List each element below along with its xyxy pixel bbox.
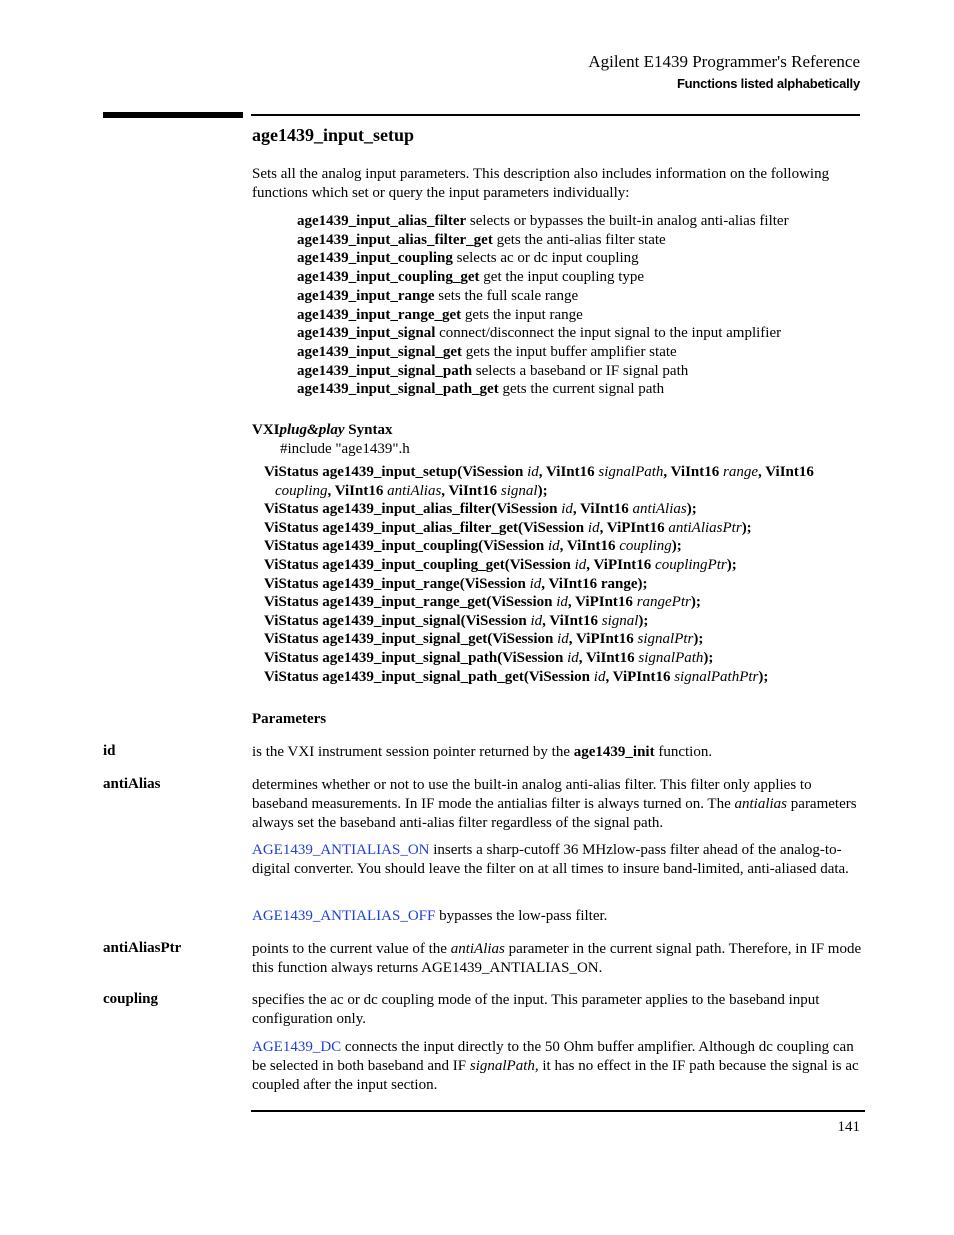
syntax-param: range (723, 464, 759, 480)
syntax-line (264, 500, 864, 519)
related-function-name: age1439_input_alias_filter_get (297, 231, 493, 248)
related-function-desc: gets the input range (464, 306, 583, 323)
syntax-code: ViStatus age1439_input_signal_get(ViSession (264, 631, 558, 648)
syntax-code: , ViPInt16 (567, 594, 637, 611)
related-function-desc: get the input coupling type (483, 269, 645, 286)
header-rule (251, 114, 860, 116)
syntax-param: id (567, 649, 579, 666)
syntax-param: id (527, 464, 539, 480)
syntax-code: ); (703, 649, 714, 666)
syntax-heading-label: Syntax (348, 422, 393, 438)
coupling-dc-text: connects the input directly to the 50 Ohm buffer amplifier. Although dc coupling can be selected in both baseband and IF (252, 1039, 854, 1074)
syntax-code: ViStatus age1439_input_signal_path(ViSession (264, 649, 568, 666)
related-function-name: age1439_input_range (297, 287, 435, 304)
antialias-on-link[interactable]: AGE1439_ANTIALIAS_ON (252, 842, 430, 858)
coupling-dc-italic: signalPath (469, 1058, 535, 1074)
syntax-line (264, 556, 864, 575)
syntax-line (264, 668, 864, 687)
page-number: 141 (837, 1119, 860, 1135)
syntax-code: , ViInt16 (758, 464, 814, 480)
syntax-heading (252, 422, 392, 439)
syntax-code: , ViInt16 (663, 464, 724, 480)
related-function-name: age1439_input_signal_path_get (297, 381, 499, 398)
related-function-name: age1439_input_signal (297, 325, 436, 342)
antialiasptr-text-end: parameter in the current signal path. Therefore, in IF mode this function always returns AGE1439_ANTIALIAS_ON. (252, 941, 862, 976)
syntax-param: signal (601, 612, 639, 629)
syntax-code: ); (671, 538, 682, 555)
syntax-code: ); (638, 612, 649, 629)
syntax-code: , ViInt16 range); (541, 575, 648, 592)
related-function-desc: selects ac or dc input coupling (456, 250, 639, 267)
syntax-param: antiAliasPtr (668, 519, 742, 536)
antialias-off-desc: bypasses the low-pass filter. (435, 908, 608, 924)
related-function-desc: gets the current signal path (502, 381, 665, 398)
syntax-line (264, 482, 864, 501)
syntax-param: id (547, 538, 560, 555)
param-id-function-ref: age1439_init (573, 744, 655, 760)
syntax-param: signalPtr (637, 631, 694, 648)
syntax-param: rangePtr (636, 594, 691, 611)
syntax-code: ViStatus age1439_input_range_get(ViSession (264, 594, 557, 611)
syntax-line (264, 463, 864, 482)
syntax-code: ViStatus age1439_input_setup(ViSession (264, 464, 528, 480)
param-id-text-end: function. (654, 744, 713, 760)
param-desc-coupling: specifies the ac or dc coupling mode of the input. This parameter applies to the baseband input configuration only. (252, 992, 820, 1027)
syntax-param: signalPath (598, 464, 664, 480)
syntax-param: signalPath (638, 649, 704, 666)
related-function-item (297, 249, 857, 268)
related-function-desc: connect/disconnect the input signal to the input amplifier (439, 325, 782, 342)
related-function-item (297, 380, 857, 399)
section-subtitle: Functions listed alphabetically (676, 76, 860, 91)
antialias-italic: antialias (734, 796, 788, 812)
syntax-line (264, 593, 864, 612)
antialiasptr-italic: antiAlias (450, 941, 505, 957)
syntax-line (264, 519, 864, 538)
coupling-dc-text-end: , it has no effect in the IF path because the signal is ac coupled after the input section. (252, 1058, 859, 1093)
syntax-param: coupling (619, 538, 672, 555)
syntax-param: id (574, 556, 587, 573)
syntax-code: ); (726, 556, 737, 573)
syntax-code: , ViInt16 (578, 649, 639, 666)
syntax-param: couplingPtr (655, 556, 727, 573)
related-function-desc: sets the full scale range (438, 287, 579, 304)
syntax-param: antiAlias (387, 482, 442, 499)
syntax-line (264, 612, 864, 631)
syntax-code: , ViPInt16 (586, 556, 656, 573)
syntax-code: ); (741, 519, 752, 536)
related-function-item (297, 362, 857, 381)
syntax-line (264, 630, 864, 649)
syntax-param: id (587, 519, 600, 536)
intro-paragraph: Sets all the analog input parameters. This description also includes information on the following functions which set or query the input parameters individually: (252, 166, 830, 201)
related-function-desc: selects or bypasses the built-in analog anti-alias filter (469, 213, 789, 229)
syntax-prototypes (264, 463, 864, 686)
syntax-param: signal (500, 482, 538, 499)
syntax-param: id (561, 501, 573, 518)
related-function-name: age1439_input_coupling (297, 250, 453, 267)
related-function-item (297, 287, 857, 306)
related-function-item (297, 268, 857, 287)
syntax-param: coupling (275, 482, 328, 499)
related-function-item (297, 306, 857, 325)
related-function-desc: gets the input buffer amplifier state (465, 343, 677, 360)
syntax-code: ViStatus age1439_input_coupling_get(ViSession (264, 556, 575, 573)
include-line: #include "age1439".h (280, 441, 410, 457)
related-function-name: age1439_input_range_get (297, 306, 462, 323)
syntax-code: , ViInt16 (327, 482, 388, 499)
antialias-off-paragraph (252, 907, 862, 926)
syntax-code: ViStatus age1439_input_alias_filter_get(ViSession (264, 519, 588, 536)
syntax-heading-vxi: VXI (252, 422, 280, 438)
related-functions-list (297, 212, 857, 399)
related-function-desc: gets the anti-alias filter state (496, 231, 666, 248)
param-desc-id (252, 743, 862, 762)
syntax-code: ); (758, 668, 769, 685)
syntax-param: id (557, 631, 569, 648)
syntax-param: antiAlias (632, 501, 687, 518)
syntax-param: id (529, 575, 542, 592)
param-desc-antialiasptr (252, 940, 862, 978)
syntax-code: , ViInt16 (538, 464, 599, 480)
syntax-code: ViStatus age1439_input_range(ViSession (264, 575, 530, 592)
syntax-code: , ViPInt16 (605, 668, 675, 685)
syntax-line (264, 537, 864, 556)
syntax-code: , ViPInt16 (599, 519, 669, 536)
param-desc-antialias (252, 776, 862, 833)
related-function-item (297, 212, 857, 231)
parameters-heading: Parameters (252, 711, 327, 727)
syntax-code: , ViInt16 (559, 538, 620, 555)
syntax-code: ViStatus age1439_input_coupling(ViSession (264, 538, 548, 555)
syntax-code: , ViInt16 (441, 482, 501, 499)
antialiasptr-text: points to the current value of the (252, 941, 451, 957)
param-name-antialias: antiAlias (103, 776, 161, 792)
syntax-param: id (593, 668, 606, 685)
syntax-heading-plugplay: plug&play (279, 422, 345, 438)
param-id-text: is the VXI instrument session pointer returned by the (252, 744, 574, 760)
antialias-text: determines whether or not to use the built-in analog anti-alias filter. This filter only applies to baseband measurements. In IF mode the antialias filter is always turned on. The (252, 777, 812, 812)
syntax-param: signalPathPtr (674, 668, 759, 685)
syntax-code: ); (693, 631, 704, 648)
related-function-name: age1439_input_alias_filter (297, 213, 467, 229)
footer-rule (251, 1110, 865, 1112)
syntax-line (264, 575, 864, 594)
coupling-dc-link[interactable]: AGE1439_DC (252, 1039, 342, 1055)
param-name-id: id (103, 743, 116, 759)
header-thick-rule (103, 112, 243, 118)
related-function-name: age1439_input_coupling_get (297, 269, 480, 286)
related-function-item (297, 324, 857, 343)
syntax-code: , ViInt16 (572, 501, 633, 518)
syntax-param: id (556, 594, 568, 611)
syntax-code: , ViPInt16 (568, 631, 638, 648)
syntax-code: , ViInt16 (542, 612, 602, 629)
syntax-code: ); (537, 482, 548, 499)
related-function-name: age1439_input_signal_path (297, 362, 473, 379)
param-name-antialiasptr: antiAliasPtr (103, 940, 182, 956)
syntax-param: id (530, 612, 543, 629)
syntax-code: ViStatus age1439_input_signal_path_get(ViSession (264, 668, 594, 685)
syntax-code: ); (686, 501, 697, 518)
param-name-coupling: coupling (103, 991, 159, 1007)
document-title: Agilent E1439 Programmer's Reference (588, 52, 860, 71)
antialias-text-end: parameters always set the baseband anti-alias filter regardless of the signal path. (252, 796, 857, 831)
coupling-dc-paragraph (252, 1038, 862, 1095)
syntax-line (264, 649, 864, 668)
function-title: age1439_input_setup (252, 125, 415, 145)
syntax-code: ViStatus age1439_input_alias_filter(ViSession (264, 501, 562, 518)
related-function-desc: selects a baseband or IF signal path (475, 362, 689, 379)
related-function-item (297, 343, 857, 362)
antialias-off-link[interactable]: AGE1439_ANTIALIAS_OFF (252, 908, 436, 924)
antialias-on-desc: inserts a sharp-cutoff 36 MHzlow-pass filter ahead of the analog-to-digital converter. You should leave the filter on at all times to insure band-limited, anti-aliased data. (252, 842, 849, 877)
syntax-code: ViStatus age1439_input_signal(ViSession (264, 612, 531, 629)
antialias-on-paragraph (252, 841, 862, 879)
related-function-item (297, 231, 857, 250)
related-function-name: age1439_input_signal_get (297, 343, 463, 360)
syntax-code: ); (690, 594, 701, 611)
